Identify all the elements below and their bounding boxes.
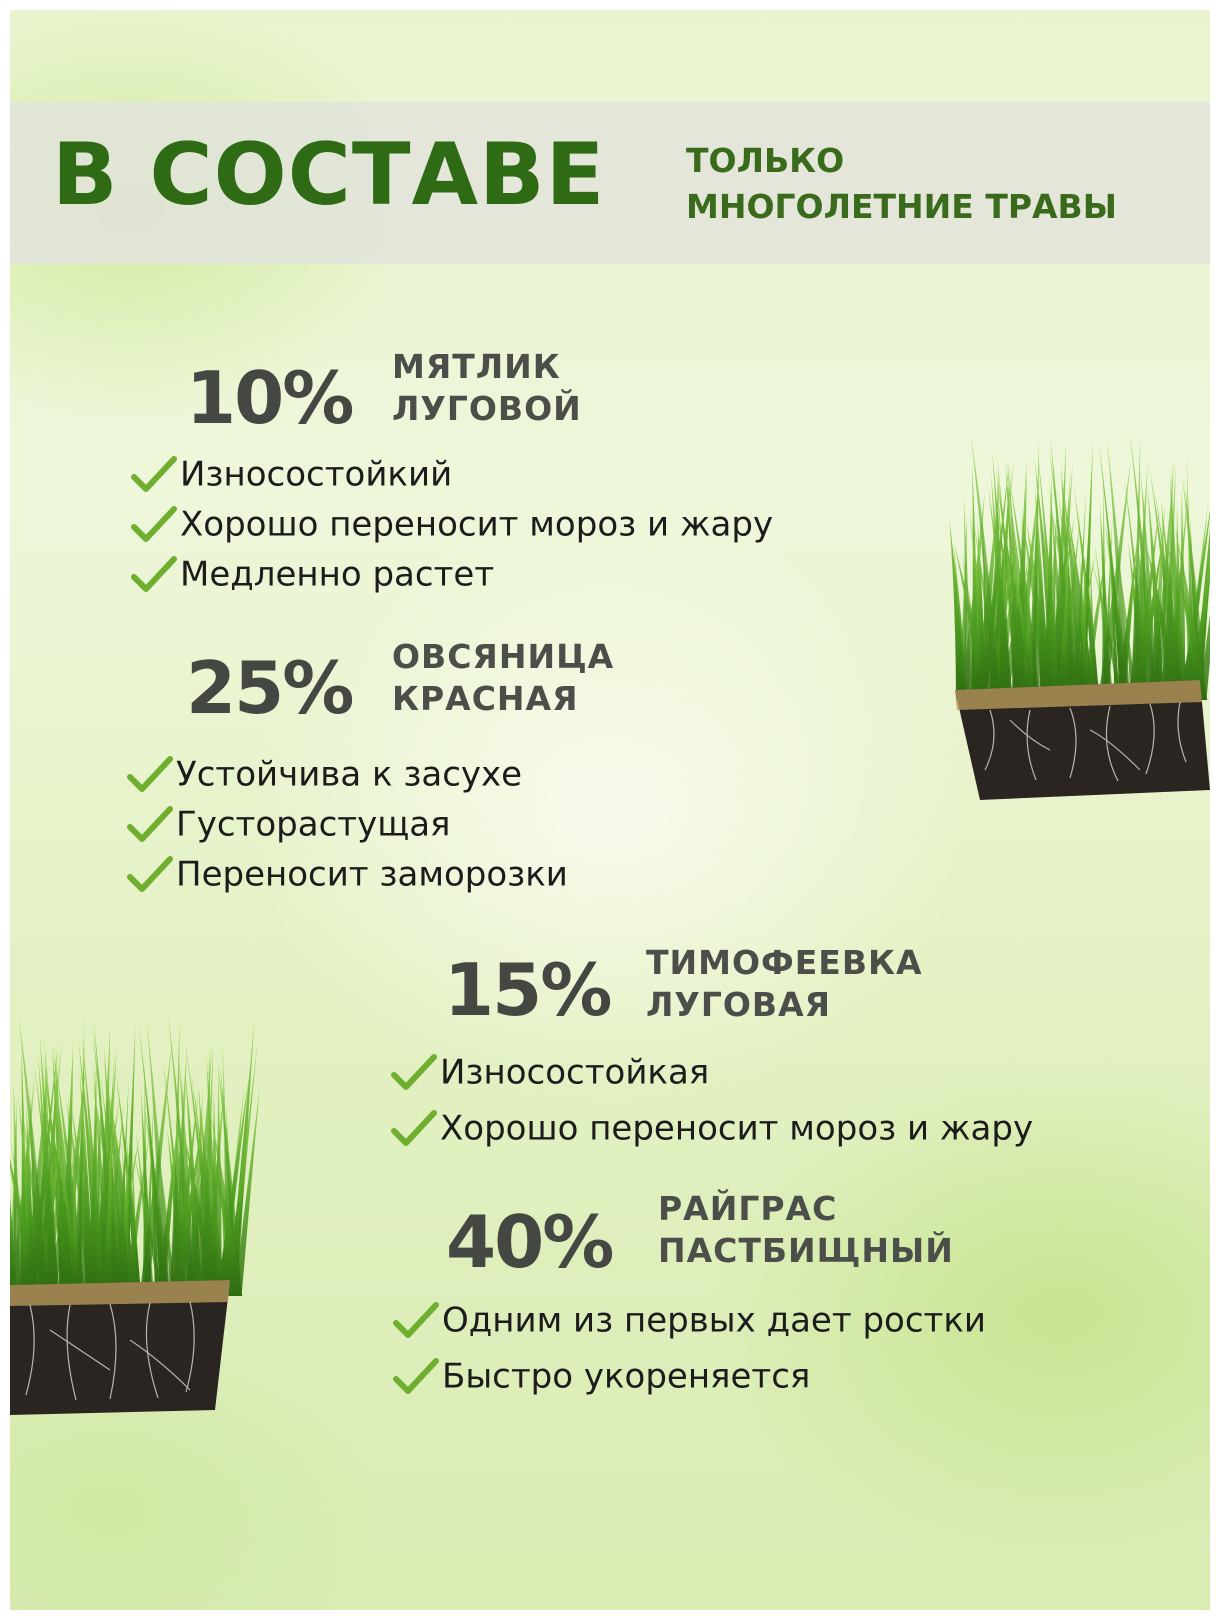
feature-text: Хорошо переносит мороз и жару — [180, 504, 774, 545]
check-icon — [124, 853, 176, 897]
features-festuca — [124, 748, 568, 898]
feature-text: Медленно растет — [180, 554, 495, 595]
list-item — [124, 798, 568, 848]
feature-text: Износостойкая — [440, 1052, 710, 1093]
list-item — [124, 748, 568, 798]
grass-name-festuca — [392, 636, 614, 720]
list-item — [124, 848, 568, 898]
list-item — [390, 1294, 986, 1344]
check-icon — [390, 1299, 442, 1343]
infographic-canvas — [10, 10, 1210, 1610]
list-item — [390, 1350, 986, 1400]
list-item — [388, 1046, 1033, 1096]
grass-name-line-1: ТИМОФЕЕВКА — [646, 943, 923, 982]
percent-lolium: 40% — [446, 1200, 613, 1284]
subtitle-line-2: МНОГОЛЕТНИЕ ТРАВЫ — [686, 187, 1117, 226]
feature-text: Одним из первых дает ростки — [442, 1300, 986, 1341]
feature-text: Быстро укореняется — [442, 1356, 811, 1397]
grass-name-line-2: ЛУГОВАЯ — [646, 985, 832, 1024]
feature-text: Густорастущая — [176, 804, 451, 845]
feature-text: Устойчива к засухе — [176, 754, 523, 795]
check-icon — [390, 1355, 442, 1399]
page-subtitle — [686, 138, 1117, 230]
page-title: В СОСТАВЕ — [52, 125, 606, 225]
check-icon — [128, 503, 180, 547]
grass-name-line-1: РАЙГРАС — [658, 1189, 838, 1228]
percent-phleum: 15% — [444, 948, 611, 1032]
list-item — [388, 1102, 1033, 1152]
grass-name-line-2: КРАСНАЯ — [392, 679, 579, 718]
grass-name-poa — [392, 346, 582, 430]
features-phleum — [388, 1046, 1033, 1152]
subtitle-line-1: ТОЛЬКО — [686, 141, 845, 180]
check-icon — [124, 753, 176, 797]
grass-name-lolium — [658, 1188, 954, 1272]
grass-name-line-2: ПАСТБИЩНЫЙ — [658, 1231, 954, 1270]
grass-turf-image-right — [860, 410, 1210, 810]
list-item — [128, 548, 773, 598]
check-icon — [388, 1107, 440, 1151]
list-item — [128, 448, 773, 498]
check-icon — [124, 803, 176, 847]
grass-name-phleum — [646, 942, 923, 1026]
check-icon — [128, 453, 180, 497]
features-poa — [128, 448, 773, 598]
percent-festuca: 25% — [186, 646, 353, 730]
grass-name-line-1: ОВСЯНИЦА — [392, 637, 615, 676]
grass-turf-image-left — [10, 1000, 330, 1430]
list-item — [128, 498, 773, 548]
feature-text: Износостойкий — [180, 454, 453, 495]
feature-text: Хорошо переносит мороз и жару — [440, 1108, 1034, 1149]
features-lolium — [390, 1294, 986, 1400]
check-icon — [388, 1051, 440, 1095]
feature-text: Переносит заморозки — [176, 854, 568, 895]
grass-name-line-1: МЯТЛИК — [392, 347, 561, 386]
grass-name-line-2: ЛУГОВОЙ — [392, 389, 582, 428]
check-icon — [128, 553, 180, 597]
percent-poa: 10% — [186, 356, 353, 440]
